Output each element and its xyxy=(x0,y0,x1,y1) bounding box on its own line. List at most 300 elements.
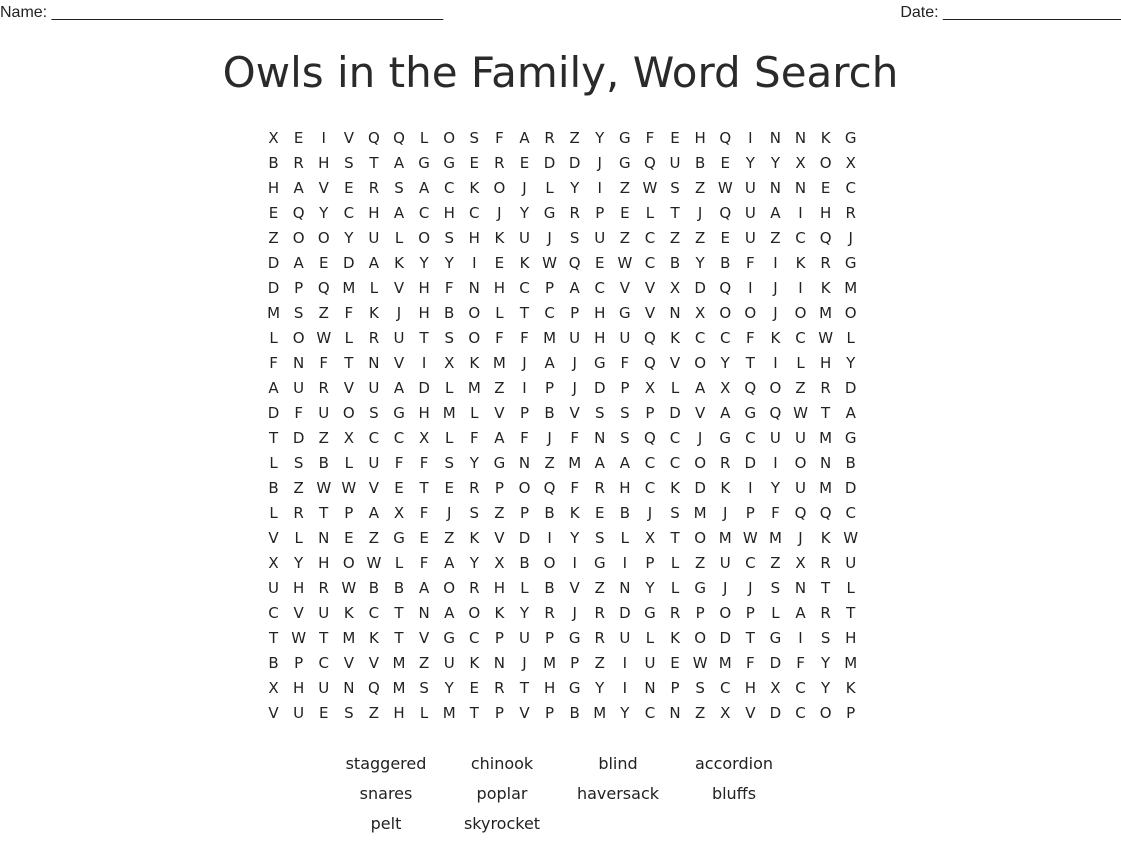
page-title: Owls in the Family, Word Search xyxy=(222,48,899,97)
grid-row xyxy=(261,475,863,500)
grid-letter: O xyxy=(443,578,456,597)
grid-letter: I xyxy=(547,528,552,547)
grid-letter: C xyxy=(368,428,380,447)
grid-letter: W xyxy=(692,653,708,672)
grid-letter: H xyxy=(594,303,606,322)
grid-letter: Z xyxy=(544,453,555,472)
grid-letter: N xyxy=(619,578,631,597)
grid-letter: Y xyxy=(745,153,755,172)
grid-letter: J xyxy=(497,203,502,222)
grid-letter: H xyxy=(819,353,832,372)
grid-letter: C xyxy=(845,503,856,522)
grid-letter: I xyxy=(622,653,628,672)
grid-letter: C xyxy=(745,553,756,572)
grid-letter: L xyxy=(670,553,680,572)
grid-letter: Y xyxy=(344,228,354,247)
grid-letter: O xyxy=(292,228,305,247)
grid-letter: Y xyxy=(595,678,605,697)
grid-letter: K xyxy=(394,253,404,272)
grid-letter: B xyxy=(268,478,279,497)
grid-letter: Q xyxy=(819,228,832,247)
grid-letter: J xyxy=(723,578,728,597)
grid-letter: S xyxy=(670,503,680,522)
grid-letter: V xyxy=(569,403,580,422)
grid-letter: E xyxy=(820,178,831,197)
grid-letter: W xyxy=(843,528,859,547)
grid-letter: E xyxy=(293,128,304,147)
grid-letter: Q xyxy=(368,128,380,147)
grid-letter: Y xyxy=(645,578,655,597)
grid-letter: C xyxy=(544,303,555,322)
grid-letter: V xyxy=(393,353,405,372)
grid-letter: O xyxy=(543,553,556,572)
grid-letter: S xyxy=(620,428,630,447)
grid-letter: T xyxy=(419,478,429,497)
grid-letter: D xyxy=(267,253,280,272)
grid-letter: I xyxy=(321,128,326,147)
grid-letter: K xyxy=(820,528,831,547)
grid-letter: M xyxy=(568,453,582,472)
grid-letter: K xyxy=(494,603,505,622)
grid-letter: Z xyxy=(569,128,580,147)
grid-letter: I xyxy=(798,278,803,297)
grid-letter: V xyxy=(343,653,354,672)
grid-letter: S xyxy=(670,178,680,197)
grid-letter: G xyxy=(619,128,631,147)
grid-letter: F xyxy=(771,503,780,522)
grid-letter: L xyxy=(771,603,780,622)
grid-letter: Z xyxy=(594,578,605,597)
grid-letter: J xyxy=(572,353,577,372)
grid-letter: M xyxy=(593,703,607,722)
grid-letter: X xyxy=(418,428,430,447)
grid-letter: F xyxy=(520,328,529,347)
grid-letter: F xyxy=(419,453,429,472)
grid-letter: H xyxy=(819,203,832,222)
grid-letter: X xyxy=(720,703,731,722)
grid-letter: N xyxy=(343,678,355,697)
grid-letter: V xyxy=(418,628,430,647)
grid-letter: W xyxy=(291,628,307,647)
grid-letter: B xyxy=(845,453,856,472)
grid-letter: A xyxy=(695,378,706,397)
grid-letter: P xyxy=(846,703,856,722)
grid-letter: U xyxy=(368,453,380,472)
grid-letter: Z xyxy=(695,228,706,247)
grid-letter: T xyxy=(745,353,755,372)
grid-letter: O xyxy=(418,228,431,247)
grid-row xyxy=(261,275,863,300)
grid-letter: F xyxy=(495,328,504,347)
grid-letter: R xyxy=(594,603,605,622)
grid-letter: Y xyxy=(519,603,530,622)
grid-letter: L xyxy=(670,578,680,597)
grid-letter: Y xyxy=(846,353,856,372)
grid-letter: S xyxy=(469,503,480,522)
grid-letter: A xyxy=(720,403,731,422)
grid-letter: E xyxy=(720,153,730,172)
grid-letter: I xyxy=(572,553,577,572)
grid-letter: E xyxy=(394,478,404,497)
grid-letter: V xyxy=(318,178,329,197)
grid-row xyxy=(261,625,863,650)
grid-letter: C xyxy=(644,703,656,722)
grid-letter: R xyxy=(368,328,380,347)
grid-letter: U xyxy=(318,403,330,422)
grid-letter: B xyxy=(519,553,530,572)
grid-letter: Y xyxy=(770,153,780,172)
grid-letter: P xyxy=(545,378,555,397)
grid-letter: H xyxy=(318,553,330,572)
grid-letter: C xyxy=(669,453,681,472)
grid-letter: D xyxy=(267,278,280,297)
grid-letter: T xyxy=(821,578,831,597)
grid-letter: T xyxy=(369,153,379,172)
grid-letter: B xyxy=(393,578,405,597)
grid-letter: Z xyxy=(669,228,681,247)
grid-letter: A xyxy=(418,578,430,597)
grid-letter: Z xyxy=(494,503,505,522)
grid-letter: J xyxy=(446,503,452,522)
grid-letter: M xyxy=(467,378,481,397)
grid-letter: R xyxy=(469,478,480,497)
grid-letter: K xyxy=(343,603,354,622)
grid-letter: V xyxy=(644,303,656,322)
grid-letter: U xyxy=(744,203,756,222)
grid-letter: R xyxy=(494,678,505,697)
grid-letter: V xyxy=(669,353,681,372)
grid-letter: F xyxy=(469,428,479,447)
grid-letter: J xyxy=(572,603,577,622)
grid-letter: F xyxy=(645,128,655,147)
grid-letter: W xyxy=(717,178,733,197)
grid-letter: X xyxy=(845,153,856,172)
grid-letter: S xyxy=(770,578,781,597)
grid-letter: P xyxy=(494,478,504,497)
grid-letter: O xyxy=(794,303,807,322)
grid-letter: F xyxy=(444,278,454,297)
grid-letter: R xyxy=(544,603,555,622)
grid-letter: M xyxy=(844,278,858,297)
grid-letter: Y xyxy=(469,553,479,572)
grid-letter: O xyxy=(518,478,531,497)
grid-letter: R xyxy=(569,203,580,222)
grid-letter: Z xyxy=(418,653,430,672)
grid-letter: S xyxy=(344,703,354,722)
grid-letter: E xyxy=(318,703,329,722)
grid-letter: O xyxy=(719,603,732,622)
grid-letter: N xyxy=(293,353,305,372)
grid-letter: M xyxy=(492,353,506,372)
grid-letter: D xyxy=(769,703,782,722)
grid-letter: U xyxy=(368,228,380,247)
grid-letter: N xyxy=(468,278,480,297)
grid-row xyxy=(261,425,863,450)
grid-letter: G xyxy=(644,603,656,622)
grid-letter: U xyxy=(619,628,631,647)
grid-letter: A xyxy=(368,253,380,272)
grid-letter: O xyxy=(342,553,355,572)
grid-letter: Z xyxy=(770,553,781,572)
grid-row xyxy=(261,700,863,725)
grid-letter: U xyxy=(744,178,756,197)
grid-row xyxy=(261,300,863,325)
grid-letter: R xyxy=(293,153,304,172)
grid-letter: N xyxy=(794,578,807,597)
grid-letter: H xyxy=(744,678,756,697)
grid-letter: O xyxy=(342,403,355,422)
grid-letter: J xyxy=(697,203,703,222)
grid-letter: J xyxy=(597,153,602,172)
grid-letter: Q xyxy=(644,353,656,372)
grid-letter: C xyxy=(469,628,480,647)
grid-letter: V xyxy=(644,278,656,297)
grid-letter: L xyxy=(495,303,504,322)
grid-letter: H xyxy=(418,403,430,422)
grid-letter: O xyxy=(493,178,506,197)
grid-letter: C xyxy=(343,203,355,222)
grid-letter: Q xyxy=(393,128,405,147)
grid-letter: P xyxy=(494,628,504,647)
grid-letter: V xyxy=(268,703,279,722)
grid-letter: K xyxy=(720,478,731,497)
grid-letter: U xyxy=(318,603,330,622)
grid-letter: U xyxy=(594,228,606,247)
grid-letter: P xyxy=(745,603,755,622)
grid-letter: N xyxy=(318,528,330,547)
grid-row xyxy=(261,575,863,600)
grid-letter: U xyxy=(719,553,731,572)
grid-letter: E xyxy=(419,528,429,547)
grid-letter: V xyxy=(368,478,380,497)
grid-letter: A xyxy=(368,503,380,522)
grid-letter: A xyxy=(569,278,580,297)
grid-letter: U xyxy=(619,328,631,347)
grid-letter: D xyxy=(418,378,430,397)
grid-letter: G xyxy=(593,353,606,372)
grid-letter: C xyxy=(845,178,856,197)
grid-letter: A xyxy=(418,178,430,197)
grid-row xyxy=(261,400,863,425)
grid-letter: R xyxy=(820,553,831,572)
grid-letter: A xyxy=(293,253,304,272)
grid-letter: L xyxy=(419,703,429,722)
grid-letter: O xyxy=(769,378,782,397)
grid-letter: G xyxy=(844,253,857,272)
grid-letter: C xyxy=(594,278,605,297)
word-list-item: chinook xyxy=(470,754,534,773)
grid-letter: N xyxy=(644,678,656,697)
grid-letter: O xyxy=(819,703,832,722)
grid-letter: R xyxy=(820,378,831,397)
grid-letter: U xyxy=(293,703,305,722)
grid-letter: H xyxy=(594,328,606,347)
grid-letter: T xyxy=(821,403,831,422)
grid-row xyxy=(261,175,863,200)
grid-letter: P xyxy=(545,628,555,647)
grid-letter: M xyxy=(543,653,557,672)
grid-letter: S xyxy=(293,453,304,472)
grid-letter: R xyxy=(469,578,480,597)
grid-letter: T xyxy=(394,628,404,647)
grid-letter: T xyxy=(745,628,755,647)
grid-letter: D xyxy=(343,253,355,272)
grid-letter: H xyxy=(418,303,430,322)
grid-letter: J xyxy=(773,303,778,322)
grid-letter: D xyxy=(844,478,857,497)
grid-letter: C xyxy=(719,678,731,697)
grid-letter: W xyxy=(316,478,332,497)
grid-letter: K xyxy=(820,128,831,147)
grid-letter: H xyxy=(493,278,506,297)
grid-letter: C xyxy=(795,328,806,347)
grid-letter: F xyxy=(495,128,504,147)
grid-letter: K xyxy=(469,353,480,372)
grid-letter: S xyxy=(820,628,831,647)
grid-letter: F xyxy=(394,453,404,472)
grid-letter: V xyxy=(619,278,630,297)
grid-letter: R xyxy=(594,478,605,497)
grid-letter: Q xyxy=(744,378,757,397)
grid-letter: A xyxy=(444,553,455,572)
grid-letter: G xyxy=(393,528,405,547)
grid-row xyxy=(261,375,863,400)
grid-letter: F xyxy=(746,328,755,347)
grid-letter: Y xyxy=(294,553,304,572)
grid-letter: T xyxy=(419,328,429,347)
grid-letter: U xyxy=(669,153,681,172)
grid-letter: D xyxy=(568,153,581,172)
grid-letter: S xyxy=(293,303,304,322)
grid-letter: C xyxy=(795,678,806,697)
grid-letter: J xyxy=(647,503,653,522)
grid-letter: V xyxy=(293,603,304,622)
grid-letter: N xyxy=(518,453,531,472)
grid-letter: G xyxy=(568,678,581,697)
grid-letter: I xyxy=(773,453,778,472)
grid-letter: K xyxy=(795,253,806,272)
grid-letter: Z xyxy=(695,553,706,572)
grid-letter: T xyxy=(519,303,530,322)
grid-letter: V xyxy=(569,578,580,597)
grid-letter: R xyxy=(820,253,831,272)
grid-letter: Q xyxy=(769,403,782,422)
grid-letter: X xyxy=(720,378,731,397)
grid-letter: U xyxy=(368,378,380,397)
grid-letter: V xyxy=(393,278,405,297)
grid-letter: T xyxy=(846,603,856,622)
grid-letter: G xyxy=(393,403,405,422)
grid-letter: Z xyxy=(695,703,706,722)
grid-letter: C xyxy=(318,653,329,672)
grid-letter: H xyxy=(543,678,556,697)
grid-letter: C xyxy=(519,278,530,297)
grid-letter: J xyxy=(697,428,703,447)
grid-letter: F xyxy=(419,503,429,522)
word-list xyxy=(328,752,792,842)
grid-letter: X xyxy=(644,528,656,547)
grid-letter: I xyxy=(421,353,427,372)
grid-letter: V xyxy=(268,528,279,547)
grid-letter: I xyxy=(748,478,753,497)
grid-letter: H xyxy=(293,678,305,697)
grid-letter: T xyxy=(268,428,279,447)
grid-letter: U xyxy=(293,378,305,397)
grid-letter: A xyxy=(293,178,304,197)
grid-letter: J xyxy=(522,178,527,197)
grid-letter: A xyxy=(444,603,455,622)
grid-letter: L xyxy=(294,528,303,547)
grid-letter: Z xyxy=(619,228,630,247)
grid-letter: C xyxy=(795,703,806,722)
grid-letter: K xyxy=(670,478,680,497)
grid-letter: P xyxy=(545,703,555,722)
grid-letter: J xyxy=(396,303,402,322)
grid-letter: E xyxy=(595,253,605,272)
grid-letter: K xyxy=(845,678,856,697)
grid-letter: R xyxy=(669,603,681,622)
grid-letter: L xyxy=(419,128,429,147)
grid-letter: U xyxy=(393,328,405,347)
grid-letter: I xyxy=(748,278,753,297)
grid-letter: O xyxy=(794,453,807,472)
grid-letter: N xyxy=(769,128,782,147)
grid-letter: F xyxy=(620,353,630,372)
grid-letter: B xyxy=(569,703,580,722)
grid-letter: C xyxy=(644,478,656,497)
grid-letter: T xyxy=(319,628,329,647)
grid-letter: C xyxy=(268,603,279,622)
grid-letter: B xyxy=(720,253,731,272)
word-list-item: staggered xyxy=(345,754,427,773)
grid-letter: X xyxy=(268,678,279,697)
grid-letter: N xyxy=(368,353,380,372)
grid-letter: H xyxy=(267,178,280,197)
grid-letter: Q xyxy=(719,128,732,147)
grid-letter: M xyxy=(819,303,833,322)
grid-letter: K xyxy=(519,253,530,272)
grid-letter: K xyxy=(469,528,480,547)
word-list-item: accordion xyxy=(694,754,773,773)
word-list-item: poplar xyxy=(476,784,528,803)
grid-letter: R xyxy=(318,578,329,597)
grid-letter: G xyxy=(694,578,706,597)
grid-letter: P xyxy=(545,278,555,297)
grid-letter: U xyxy=(443,653,455,672)
grid-letter: V xyxy=(745,703,756,722)
grid-letter: S xyxy=(595,403,605,422)
grid-letter: M xyxy=(543,328,557,347)
grid-letter: W xyxy=(793,403,808,422)
grid-letter: U xyxy=(268,578,280,597)
grid-letter: V xyxy=(519,703,530,722)
grid-letter: P xyxy=(695,603,705,622)
grid-letter: W xyxy=(642,178,658,197)
grid-letter: A xyxy=(845,403,856,422)
grid-row xyxy=(261,675,863,700)
grid-letter: P xyxy=(570,303,580,322)
grid-letter: D xyxy=(593,378,606,397)
grid-letter: F xyxy=(319,353,329,372)
grid-letter: R xyxy=(845,203,856,222)
grid-letter: E xyxy=(469,678,480,697)
grid-letter: L xyxy=(269,503,278,522)
grid-letter: P xyxy=(620,378,630,397)
grid-letter: X xyxy=(644,378,656,397)
word-list-item: blind xyxy=(598,754,638,773)
grid-letter: Y xyxy=(620,703,630,722)
grid-letter: F xyxy=(294,403,303,422)
